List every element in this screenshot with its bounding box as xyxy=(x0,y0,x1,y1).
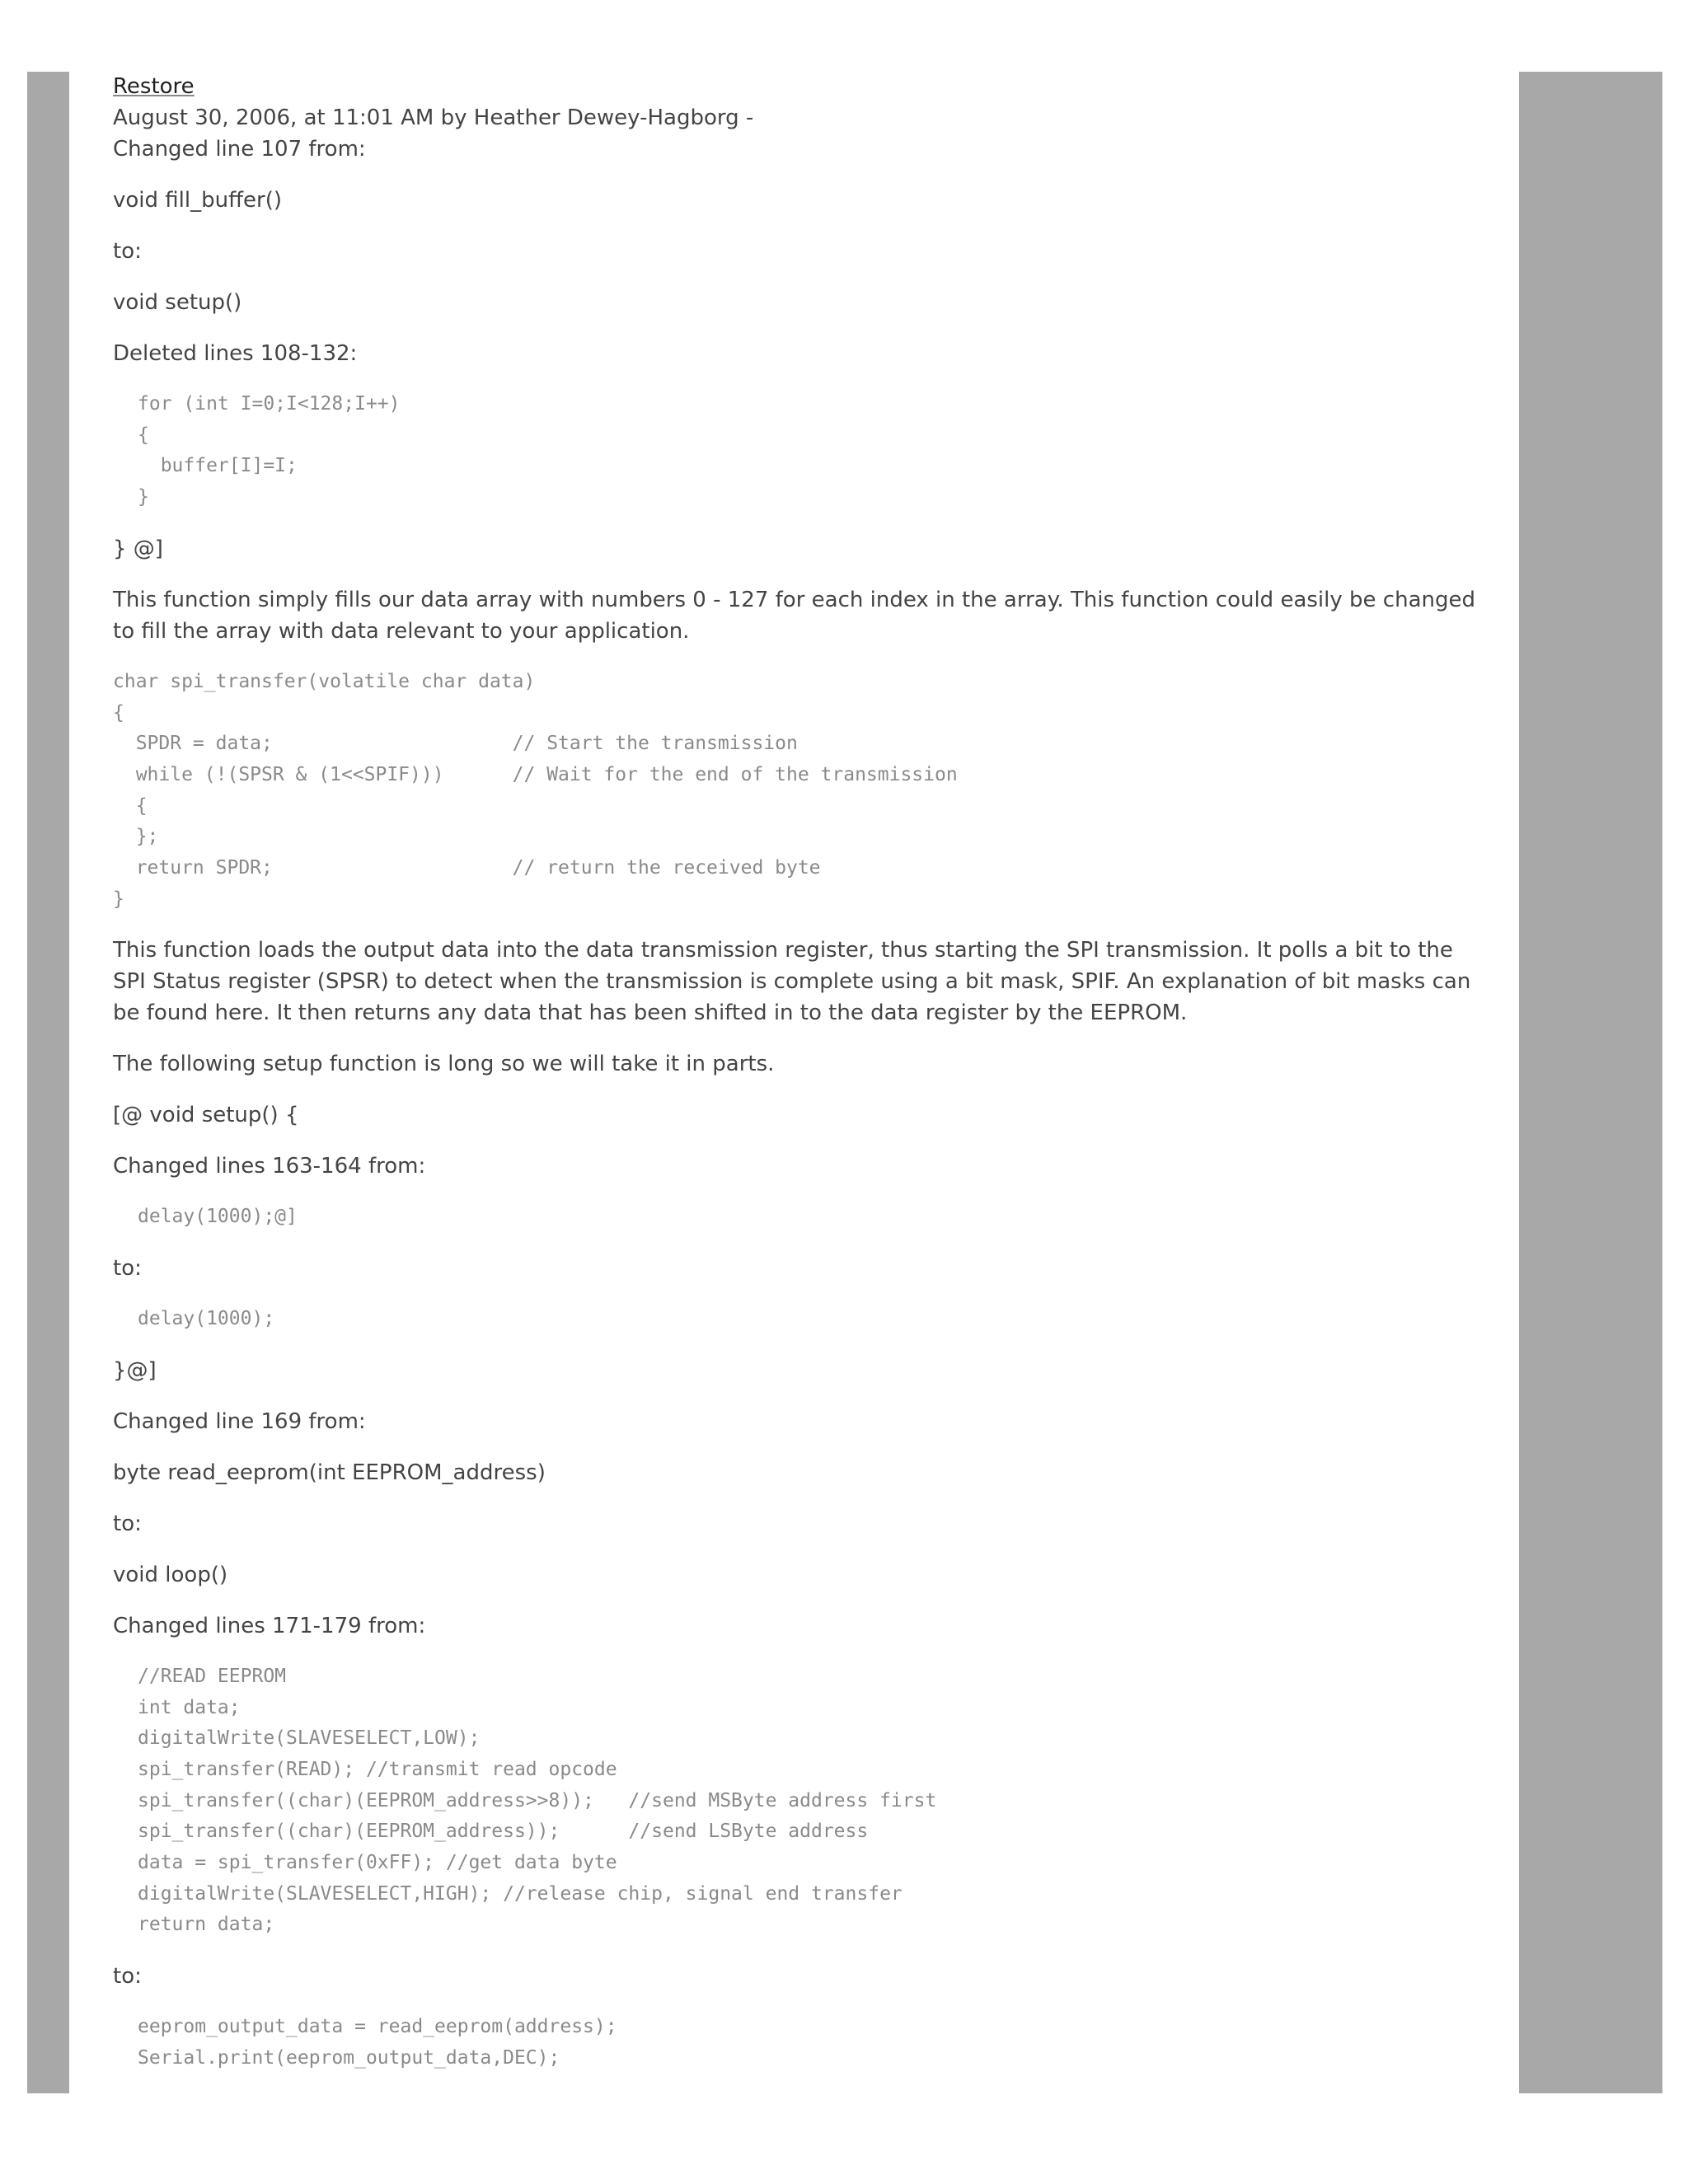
change-2-header: Changed lines 163-164 from: xyxy=(113,1154,426,1179)
change-3-to: void loop() xyxy=(113,1562,228,1587)
change-1-to-label: to: xyxy=(113,239,142,264)
change-3-header: Changed line 169 from: xyxy=(113,1408,366,1434)
revision-content xyxy=(113,71,1481,2094)
change-2-to-label: to: xyxy=(113,1256,142,1282)
deleted-code-block: for (int I=0;I<128;I++) { buffer[I]=I; } xyxy=(138,393,401,509)
change-4-header: Changed lines 171-179 from: xyxy=(113,1613,426,1638)
setup-open: [@ void setup() { xyxy=(113,1103,299,1128)
change-1-from: void fill_buffer() xyxy=(113,188,282,213)
deleted-lines-header: Deleted lines 108-132: xyxy=(113,341,358,366)
closing-marker: } @] xyxy=(113,536,163,561)
restore-link[interactable]: Restore xyxy=(113,74,195,99)
spi-transfer-description: This function loads the output data into the data transmission register, thus starting the SPI transmission. It polls a bit to the SPI Status register (SPSR) to detect when the transmission is complete using a bit mask, SPIF. An explanation of bit masks can be found here. It then returns any data that has been shifted in to the data register by the EEPROM. xyxy=(113,938,1471,1026)
change-4-to-code: eeprom_output_data = read_eeprom(address); Serial.print(eeprom_output_data,DEC); xyxy=(138,2016,617,2069)
closing-marker-2: }@] xyxy=(113,1357,157,1383)
change-4-from-code: //READ EEPROM int data; digitalWrite(SLAVESELECT,LOW); spi_transfer(READ); //transmit read opcode spi_transfer((char)(EEPROM_address>>8)); //send MSByte address first spi_transfer((char)(EEPROM_address)); //send LSByte address data = spi_transfer(0xFF); //get data byte digitalWrite(SLAVESELECT,HIGH); //release chip, signal end transfer return data; xyxy=(138,1665,937,1936)
setup-intro: The following setup function is long so we will take it in parts. xyxy=(113,1052,775,1077)
revision-meta: August 30, 2006, at 11:01 AM by Heather Dewey-Hagborg - xyxy=(113,105,754,130)
change-1-header: Changed line 107 from: xyxy=(113,137,366,162)
change-4-to-label: to: xyxy=(113,1964,142,1990)
change-3-from: byte read_eeprom(int EEPROM_address) xyxy=(113,1460,546,1485)
change-2-from-code: delay(1000);@] xyxy=(138,1206,298,1228)
left-sidebar-bar xyxy=(27,72,69,2093)
right-sidebar-bar xyxy=(1519,72,1662,2093)
fill-buffer-description: This function simply fills our data array with numbers 0 - 127 for each index in the array. This function could easily be changed to fill the array with data relevant to your application. xyxy=(113,587,1475,644)
change-2-to-code: delay(1000); xyxy=(138,1308,275,1330)
change-3-to-label: to: xyxy=(113,1511,142,1536)
change-1-to: void setup() xyxy=(113,290,242,315)
spi-transfer-code-block: char spi_transfer(volatile char data) { SPDR = data; // Start the transmission while (!(SPSR & (1<<SPIF))) // Wait for the end of the transmission { }; return SPDR; // return the received byte } xyxy=(113,670,958,910)
